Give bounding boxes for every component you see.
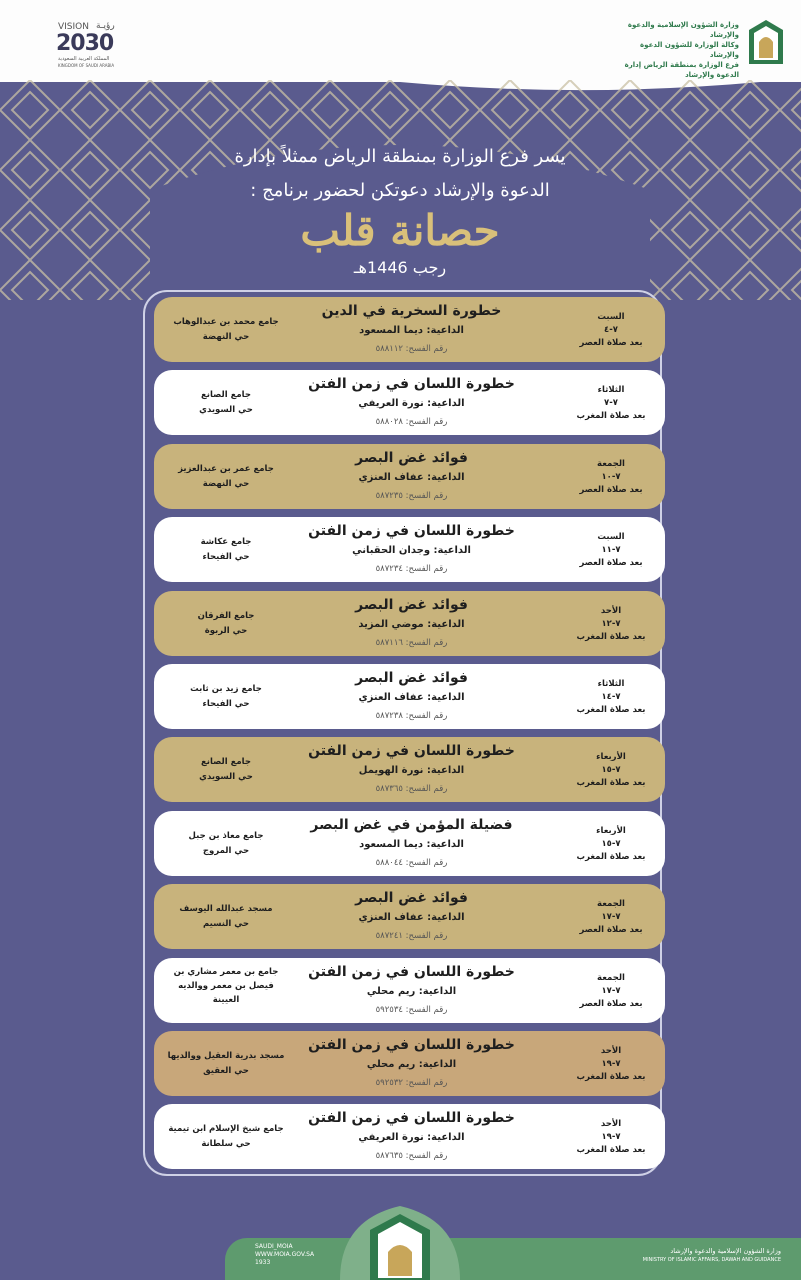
session-permit-number: رقم الفسح: ٥٨٧١١٦ (375, 638, 448, 648)
session-date: ٧-١٩ (601, 1132, 621, 1142)
session-permit-number: رقم الفسح: ٥٨٧٢٣٥ (375, 491, 448, 501)
session-permit-number: رقم الفسح: ٥٨٨١١٢ (375, 344, 448, 354)
session-day: الأحد (600, 606, 622, 616)
venue-line-2: حي الربوة (204, 626, 248, 636)
session-date: ٧-١٥ (601, 765, 621, 775)
session-date: ٧-١٩ (601, 1059, 621, 1069)
session-venue (160, 965, 292, 1007)
session-topic: خطورة اللسان في زمن الفتن (308, 964, 515, 980)
session-time: بعد صلاة المغرب (576, 705, 646, 715)
venue-line-1: جامع عكاشة (200, 537, 252, 547)
session-day: الأربعاء (596, 826, 626, 836)
session-permit-number: رقم الفسح: ٥٨٧٢٣٨ (375, 711, 448, 721)
session-topic: خطورة اللسان في زمن الفتن (308, 1037, 515, 1053)
footer-emblem-icon (330, 1200, 470, 1280)
session-venue (160, 902, 292, 932)
session-venue (160, 1122, 292, 1152)
session-card (154, 591, 665, 656)
session-time: بعد صلاة العصر (579, 485, 643, 495)
session-preacher: الداعية: عفاف العنزي (358, 472, 465, 483)
session-permit-number: رقم الفسح: ٥٨٧٢٤١ (375, 931, 448, 941)
session-venue (160, 682, 292, 712)
session-when (575, 678, 647, 717)
date-label: رجب 1446هـ (353, 258, 447, 277)
ministry-line-1: وزارة الشؤون الإسلامية والدعوة والإرشاد (627, 21, 739, 39)
session-card (154, 444, 665, 509)
venue-line-1: جامع زيد بن ثابت (190, 684, 262, 694)
footer-ministry (643, 1247, 781, 1265)
session-day: الجمعة (597, 459, 625, 469)
ministry-line-3: فرع الوزارة بمنطقة الرياض إدارة الدعوة والإرشاد (624, 61, 739, 79)
session-preacher: الداعية: عفاف العنزي (358, 912, 465, 923)
footer-website: WWW.MOIA.GOV.SA (255, 1251, 315, 1258)
session-preacher: الداعية: ديما المسعود (359, 325, 464, 336)
venue-line-2: حي الفيحاء (202, 699, 250, 709)
venue-line-2: حي الفيحاء (202, 552, 250, 562)
session-day: الجمعة (597, 973, 625, 983)
venue-line-1: جامع معاذ بن جبل (188, 831, 264, 841)
session-venue (160, 462, 292, 492)
intro-text (180, 140, 620, 208)
session-preacher: الداعية: وجدان الحقباني (352, 545, 471, 556)
session-time: بعد صلاة المغرب (576, 1072, 646, 1082)
venue-line-1: جامع عمر بن عبدالعزيز (178, 464, 274, 474)
session-time: بعد صلاة المغرب (576, 1145, 646, 1155)
session-when (575, 311, 647, 350)
venue-line-2: فيصل بن معمر ووالديه (178, 981, 274, 991)
venue-line-1: جامع محمد بن عبدالوهاب (173, 317, 279, 327)
session-when (575, 825, 647, 864)
session-date: ٧-٧ (604, 398, 618, 408)
session-permit-number: رقم الفسح: ٥٨٧٢٣٤ (375, 564, 448, 574)
mosque-emblem-icon (743, 18, 789, 66)
vision-year: 2030 (56, 31, 114, 56)
session-when (575, 751, 647, 790)
session-time: بعد صلاة المغرب (576, 411, 646, 421)
vision-arabic: رؤيـة (96, 21, 115, 31)
session-preacher: الداعية: موضي المزيد (358, 619, 465, 630)
footer-social: SAUDI_MOIA (255, 1243, 293, 1250)
session-venue (160, 755, 292, 785)
session-when (575, 972, 647, 1011)
venue-line-1: جامع شيخ الإسلام ابن تيمية (168, 1124, 284, 1134)
session-day: السبت (597, 532, 625, 542)
session-card (154, 958, 665, 1023)
footer-year: 1933 (255, 1259, 271, 1266)
session-card (154, 297, 665, 362)
session-topic: فضيلة المؤمن في غض البصر (310, 817, 513, 833)
session-card (154, 884, 665, 949)
session-topic: خطورة اللسان في زمن الفتن (308, 1110, 515, 1126)
session-permit-number: رقم الفسح: ٥٨٨٠٢٨ (375, 417, 448, 427)
session-card (154, 1104, 665, 1169)
session-when (575, 384, 647, 423)
vision-sub-en: KINGDOM OF SAUDI ARABIA (58, 63, 115, 68)
footer (0, 1200, 801, 1280)
session-when (575, 531, 647, 570)
session-day: الأحد (600, 1046, 622, 1056)
vision-sub-ar: المملكة العربية السعودية (58, 56, 110, 62)
venue-line-3: العيينة (212, 995, 240, 1005)
ministry-line-2: وكالة الوزارة للشؤون الدعوة والإرشاد (640, 41, 739, 59)
session-day: الجمعة (597, 899, 625, 909)
session-preacher: الداعية: ريم محلي (366, 986, 457, 997)
session-when (575, 1045, 647, 1084)
session-card (154, 664, 665, 729)
venue-line-1: مسجد بدرية العقيل ووالديها (167, 1051, 285, 1061)
session-date: ٧-١٤ (601, 692, 621, 702)
venue-line-1: جامع الصانع (200, 390, 252, 400)
session-day: الأحد (600, 1119, 622, 1129)
session-when (575, 605, 647, 644)
session-when (575, 1118, 647, 1157)
session-venue (160, 1049, 292, 1079)
session-date: ٧-١٧ (601, 912, 621, 922)
session-card (154, 737, 665, 802)
session-venue (160, 829, 292, 859)
session-time: بعد صلاة العصر (579, 925, 643, 935)
session-when (575, 898, 647, 937)
session-card (154, 811, 665, 876)
venue-line-1: جامع الصانع (200, 757, 252, 767)
footer-ministry-en: MINISTRY OF ISLAMIC AFFAIRS, DAWAH AND GUIDANCE (642, 1257, 781, 1263)
vision-2030-logo (52, 20, 132, 70)
session-time: بعد صلاة العصر (579, 999, 643, 1009)
session-card (154, 517, 665, 582)
session-permit-number: رقم الفسح: ٥٨٧٣٦٥ (375, 784, 448, 794)
session-when (575, 458, 647, 497)
venue-line-1: جامع الفرقان (197, 611, 255, 621)
venue-line-1: جامع بن معمر مشاري بن (173, 967, 279, 977)
session-topic: خطورة اللسان في زمن الفتن (308, 523, 515, 539)
venue-line-2: حي سلطانة (201, 1139, 251, 1149)
session-time: بعد صلاة العصر (579, 338, 643, 348)
session-day: الأربعاء (596, 752, 626, 762)
vision-label: VISION (58, 22, 89, 32)
session-date: ٧-١٥ (601, 839, 621, 849)
venue-line-2: حي النهضة (202, 479, 250, 489)
venue-line-2: حي النسيم (202, 919, 250, 929)
session-venue (160, 609, 292, 639)
session-date: ٧-١٧ (601, 986, 621, 996)
footer-ministry-ar: وزارة الشؤون الإسلامية والدعوة والإرشاد (670, 1247, 781, 1255)
session-preacher: الداعية: نورة العريفي (358, 398, 465, 409)
footer-contact (255, 1243, 314, 1267)
session-time: بعد صلاة العصر (579, 558, 643, 568)
session-venue (160, 388, 292, 418)
session-venue (160, 315, 292, 345)
session-topic: فوائد غض البصر (355, 597, 468, 613)
session-preacher: الداعية: عفاف العنزي (358, 692, 465, 703)
program-title: حصانة قلب (300, 206, 500, 255)
session-topic: خطورة السخرية في الدين (321, 303, 502, 319)
session-card (154, 370, 665, 435)
session-preacher: الداعية: ريم محلي (366, 1059, 457, 1070)
venue-line-2: حي السويدي (199, 772, 253, 782)
venue-line-2: حي العقيق (203, 1066, 249, 1076)
ministry-logo (619, 18, 789, 79)
venue-line-2: حي السويدي (199, 405, 253, 415)
session-preacher: الداعية: نورة العريفي (358, 1132, 465, 1143)
session-permit-number: رقم الفسح: ٥٨٨٠٤٤ (375, 858, 448, 868)
intro-line-2: الدعوة والإرشاد دعوتكن لحضور برنامج : (250, 180, 550, 201)
intro-line-1: يسر فرع الوزارة بمنطقة الرياض ممثلاً بإدارة (234, 146, 566, 167)
session-card (154, 1031, 665, 1096)
session-topic: خطورة اللسان في زمن الفتن (308, 743, 515, 759)
session-permit-number: رقم الفسح: ٥٨٧٦٣٥ (375, 1151, 448, 1161)
session-topic: فوائد غض البصر (355, 670, 468, 686)
venue-line-2: حي المروج (202, 846, 250, 856)
session-time: بعد صلاة المغرب (576, 852, 646, 862)
session-topic: خطورة اللسان في زمن الفتن (308, 376, 515, 392)
venue-line-2: حي النهضة (202, 332, 250, 342)
session-time: بعد صلاة المغرب (576, 778, 646, 788)
session-time: بعد صلاة المغرب (576, 632, 646, 642)
session-preacher: الداعية: نورة الهويمل (358, 765, 465, 776)
session-day: الثلاثاء (597, 679, 625, 689)
session-date: ٧-١٠ (601, 472, 621, 482)
session-preacher: الداعية: ديما المسعود (359, 839, 464, 850)
session-day: الثلاثاء (597, 385, 625, 395)
session-date: ٧-١٢ (601, 619, 621, 629)
venue-line-1: مسجد عبدالله اليوسف (179, 904, 273, 914)
session-topic: فوائد غض البصر (355, 450, 468, 466)
session-permit-number: رقم الفسح: ٥٩٢٥٣٢ (375, 1078, 448, 1088)
session-venue (160, 535, 292, 565)
session-date: ٧-١١ (601, 545, 621, 555)
session-date: ٧-٤ (604, 325, 618, 335)
session-day: السبت (597, 312, 625, 322)
session-permit-number: رقم الفسح: ٥٩٢٥٣٤ (375, 1005, 448, 1015)
session-topic: فوائد غض البصر (355, 890, 468, 906)
